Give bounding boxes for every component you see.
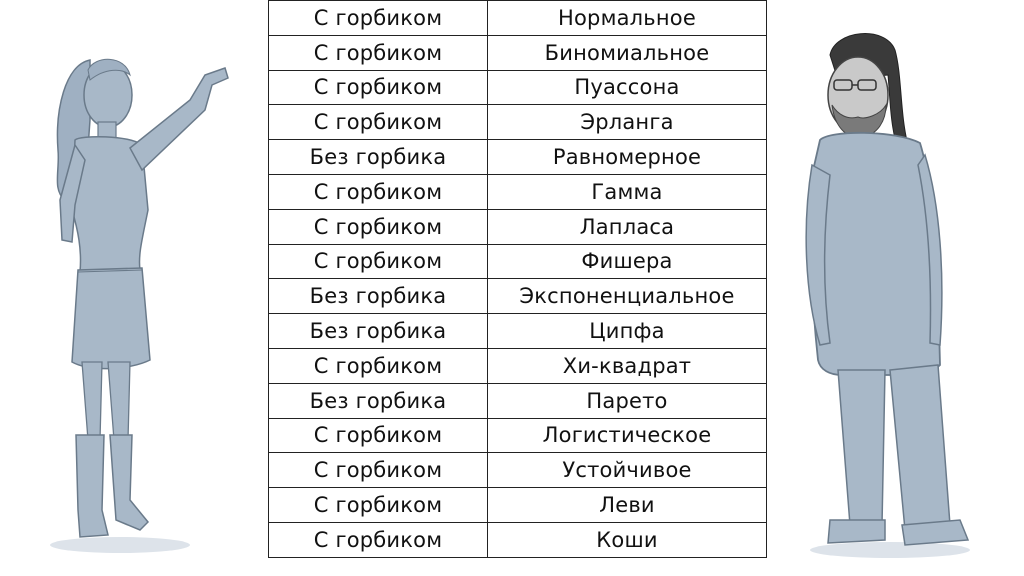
distribution-name-cell: Фишера [488, 244, 767, 279]
table-row [269, 488, 767, 523]
shape-cell: С горбиком [269, 488, 488, 523]
shape-cell: С горбиком [269, 174, 488, 209]
distribution-name-cell: Хи-квадрат [488, 348, 767, 383]
distribution-name-cell: Леви [488, 488, 767, 523]
distribution-name-cell: Логистическое [488, 418, 767, 453]
shape-cell: Без горбика [269, 314, 488, 349]
distribution-table [268, 0, 764, 576]
distribution-name-cell: Устойчивое [488, 453, 767, 488]
distribution-name-cell: Равномерное [488, 140, 767, 175]
table-row [269, 209, 767, 244]
distribution-name-cell: Эрланга [488, 105, 767, 140]
distribution-name-cell: Лапласа [488, 209, 767, 244]
shape-cell: С горбиком [269, 105, 488, 140]
shape-cell: С горбиком [269, 209, 488, 244]
table-row [269, 140, 767, 175]
shape-cell: Без горбика [269, 140, 488, 175]
man-standing-illustration [790, 25, 990, 565]
table-row [269, 35, 767, 70]
woman-pointing-illustration [30, 40, 260, 560]
table-row [269, 522, 767, 557]
table-row [269, 383, 767, 418]
table-row [269, 348, 767, 383]
shape-cell: Без горбика [269, 383, 488, 418]
distribution-name-cell: Пуассона [488, 70, 767, 105]
shape-cell: С горбиком [269, 35, 488, 70]
distribution-name-cell: Ципфа [488, 314, 767, 349]
shape-cell: С горбиком [269, 348, 488, 383]
distribution-name-cell: Коши [488, 522, 767, 557]
shape-cell: Без горбика [269, 279, 488, 314]
distribution-name-cell: Парето [488, 383, 767, 418]
table-row [269, 105, 767, 140]
shape-cell: С горбиком [269, 418, 488, 453]
table-row [269, 418, 767, 453]
shape-cell: С горбиком [269, 244, 488, 279]
table-row [269, 314, 767, 349]
table-row [269, 174, 767, 209]
distribution-name-cell: Нормальное [488, 1, 767, 36]
shape-cell: С горбиком [269, 1, 488, 36]
distribution-name-cell: Экспоненциальное [488, 279, 767, 314]
table-row [269, 244, 767, 279]
table-row [269, 1, 767, 36]
shape-cell: С горбиком [269, 522, 488, 557]
shape-cell: С горбиком [269, 70, 488, 105]
table-row [269, 279, 767, 314]
table-row [269, 70, 767, 105]
shape-cell: С горбиком [269, 453, 488, 488]
distribution-name-cell: Биномиальное [488, 35, 767, 70]
table-row [269, 453, 767, 488]
distribution-table-grid [268, 0, 767, 558]
distribution-name-cell: Гамма [488, 174, 767, 209]
